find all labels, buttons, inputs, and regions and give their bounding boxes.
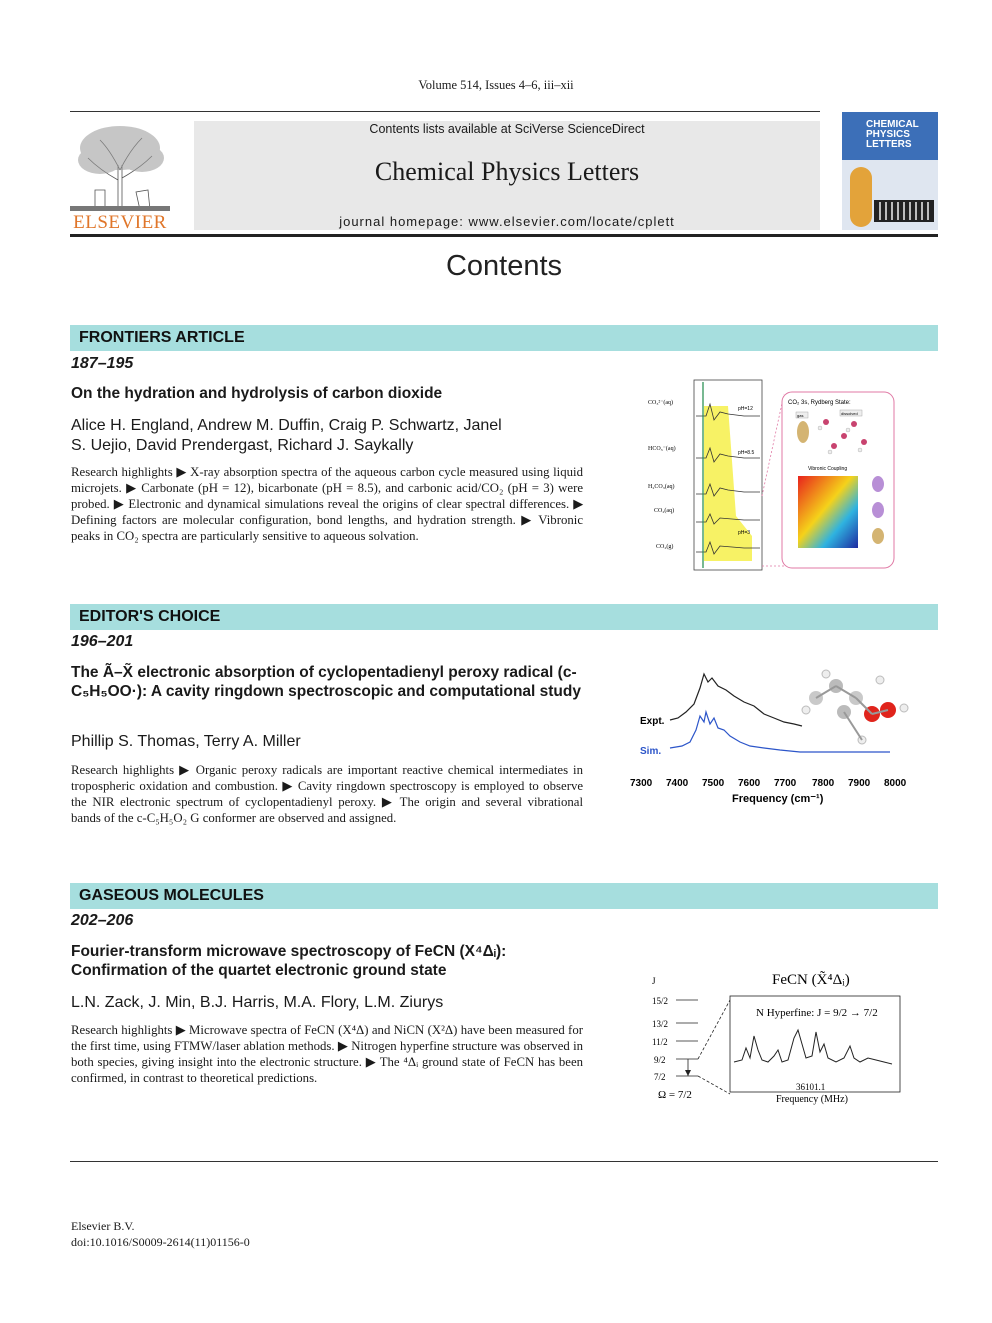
header-rule-top — [70, 111, 820, 112]
highlights-label: Research highlights — [71, 465, 173, 479]
figure-label: 36101.1 — [796, 1082, 826, 1092]
article-highlights — [71, 762, 583, 826]
bullet-icon: ▶ — [113, 497, 125, 511]
journal-homepage-link[interactable]: journal homepage: www.elsevier.com/locate/cplett — [339, 214, 675, 229]
bullet-icon: ▶ — [175, 1023, 186, 1037]
article-authors: Phillip S. Thomas, Terry A. Miller — [71, 733, 301, 750]
figure-tick: 15/2 — [652, 996, 669, 1006]
highlight-text: Vibronic peaks in CO₂ spectra are particularly sensitive to aqueous solvation. — [71, 513, 584, 543]
figure-tick: 7700 — [774, 778, 797, 789]
section-heading-frontiers: FRONTIERS ARTICLE — [70, 325, 938, 351]
article-pages[interactable]: 202–206 — [71, 912, 134, 929]
bullet-icon: ▶ — [573, 497, 584, 511]
highlight-text: Electronic and dynamical simulations reveal the origins of clear spectral differences. — [128, 497, 570, 511]
bullet-icon: ▶ — [179, 763, 191, 777]
article-highlights — [71, 464, 583, 544]
figure-tick: 11/2 — [652, 1037, 668, 1047]
article-title[interactable]: Fourier-transform microwave spectroscopy of FeCN (X⁴Δᵢ): Confirmation of the quartet electronic ground state — [71, 943, 507, 979]
figure-label: pH=12 — [738, 406, 753, 412]
bullet-icon: ▶ — [126, 481, 137, 495]
highlight-text: Cavity ringdown spectroscopy is employed to observe the NIR electronic spectrum of cyclopentadienyl peroxy. — [71, 779, 584, 809]
figure-tick: 7800 — [812, 778, 835, 789]
bullet-icon: ▶ — [337, 1039, 348, 1053]
figure-label: HCO₃⁻(aq) — [648, 446, 676, 452]
bullet-icon: ▶ — [521, 513, 534, 527]
section-heading-gaseous-molecules: GASEOUS MOLECULES — [70, 883, 938, 909]
article-authors: Alice H. England, Andrew M. Duffin, Craig P. Schwartz, Janel S. Uejio, David Prendergast, Richard J. Saykally — [71, 417, 502, 454]
highlight-text: Nitrogen hyperfine structure was observed in both species, giving insight into the electronic structure. — [71, 1039, 584, 1069]
highlight-text: X-ray absorption spectra of the aqueous carbon cycle measured using liquid microjets. — [71, 465, 583, 495]
figure-label: Vibronic Coupling — [808, 466, 848, 472]
article-title[interactable]: On the hydration and hydrolysis of carbon dioxide — [71, 385, 443, 402]
article-title[interactable]: The Ã–X̃ electronic absorption of cyclopentadienyl peroxy radical (c-C₅H₅OO·): A cavity ringdown spectroscopic and computational study — [71, 664, 581, 700]
figure-label: CO₂ 3s, Rydberg State: — [788, 400, 851, 406]
figure-label: CO₂(aq) — [654, 508, 675, 514]
section-heading-editors-choice: EDITOR'S CHOICE — [70, 604, 938, 630]
figure-tick: 8000 — [884, 778, 907, 789]
graphical-abstract-xas — [648, 376, 898, 576]
figure-tick: 7500 — [702, 778, 725, 789]
figure-label: H₂CO₃(aq) — [648, 484, 675, 490]
header-rule-bottom — [70, 234, 938, 237]
figure-axis-label: Frequency (cm⁻¹) — [732, 793, 824, 805]
figure-label: Ω = 7/2 — [658, 1089, 692, 1101]
figure-tick: 13/2 — [652, 1019, 669, 1029]
figure-tick: 7900 — [848, 778, 871, 789]
volume-info: Volume 514, Issues 4–6, iii–xii — [418, 78, 574, 92]
figure-label: pH=8.5 — [738, 450, 755, 456]
journal-title: Chemical Physics Letters — [374, 157, 640, 186]
figure-tick: 7600 — [738, 778, 761, 789]
highlights-label: Research highlights — [71, 1023, 173, 1037]
figure-label: gas — [797, 413, 804, 418]
bullet-icon: ▶ — [365, 1055, 377, 1069]
journal-cover-thumbnail — [842, 112, 938, 230]
article-pages[interactable]: 187–195 — [71, 355, 134, 372]
bullet-icon: ▶ — [381, 795, 395, 809]
footer-publisher: Elsevier B.V. — [71, 1219, 135, 1233]
figure-tick: 7300 — [630, 778, 653, 789]
figure-label: FeCN (X̃⁴Δᵢ) — [772, 972, 850, 988]
highlight-text: Defining factors are molecular configuration, bond lengths, and hydration strength. — [71, 513, 516, 527]
figure-tick: 7400 — [666, 778, 689, 789]
graphical-abstract-ftmw — [648, 966, 908, 1106]
figure-label: Expt. — [640, 716, 665, 727]
graphical-abstract-spectrum — [630, 668, 920, 808]
article-authors: L.N. Zack, J. Min, B.J. Harris, M.A. Flory, L.M. Ziurys — [71, 994, 444, 1011]
highlights-label: Research highlights — [71, 763, 175, 777]
contents-available-note: Contents lists available at SciVerse ScienceDirect — [369, 122, 645, 136]
figure-label: N Hyperfine: J = 9/2 → 7/2 — [756, 1007, 878, 1019]
figure-label: Sim. — [640, 746, 662, 757]
footer-doi[interactable]: doi:10.1016/S0009-2614(11)01156-0 — [71, 1235, 250, 1249]
figure-axis-label: Frequency (MHz) — [776, 1094, 848, 1105]
article-highlights — [71, 1022, 583, 1086]
bullet-icon: ▶ — [282, 779, 294, 793]
figure-label: CO₃²⁻(aq) — [648, 400, 674, 406]
figure-label: pH=3 — [738, 530, 751, 536]
article-pages[interactable]: 196–201 — [71, 633, 134, 650]
footer-rule — [70, 1161, 938, 1162]
figure-tick: 7/2 — [654, 1072, 666, 1082]
highlight-text: The ⁴Δᵢ ground state of FeCN has been confirmed, in contrast to theoretical predictions. — [71, 1055, 584, 1085]
page-title: Contents — [445, 250, 563, 282]
highlight-text: Organic peroxy radicals are important reactive chemical intermediates in tropospheric oxidation and combustion. — [71, 763, 583, 793]
figure-label: dissolved — [841, 411, 858, 416]
highlight-text: Carbonate (pH = 12), bicarbonate (pH = 8.5), and carbonic acid/CO₂ (pH = 3) were probed. — [71, 481, 584, 511]
cover-title: CHEMICAL PHYSICS LETTERS — [866, 119, 919, 150]
bullet-icon: ▶ — [176, 465, 187, 479]
highlight-text: Microwave spectra of FeCN (X⁴Δ) and NiCN (X²Δ) have been measured for the first time, using FTMW/laser ablation methods. — [71, 1023, 583, 1053]
elsevier-wordmark: ELSEVIER — [73, 212, 167, 233]
highlight-text: The origin and several vibrational bands of the c-C₅H₅O₂ G conformer are observed and assigned. — [71, 795, 584, 825]
figure-label: CO₂(g) — [656, 544, 674, 550]
figure-tick: 9/2 — [654, 1055, 666, 1065]
figure-label: J — [652, 976, 656, 986]
